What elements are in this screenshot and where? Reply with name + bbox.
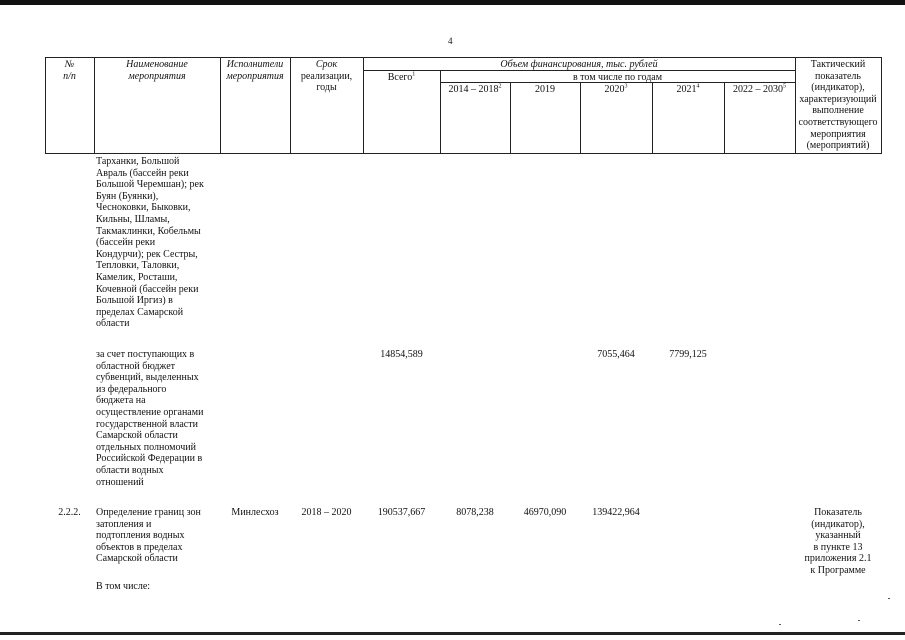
subsidy-text: за счет поступающих в областной бюджет субвенций, выделенных из федерального бюджета на осуществление органами государственной власти Самарской области отдельных полномочий Российской Федерации в области водных отношений [96, 349, 204, 488]
header-executor: Исполнители мероприятия [226, 59, 284, 82]
header-year-2014-2018: 2014 – 2018$^2$ [448, 83, 502, 95]
item-text: Определение границ зон затопления и подтопления водных объектов в пределах Самарской области [96, 507, 201, 565]
header-term: Срок реализации, годы [300, 59, 353, 94]
subsidy-2021: 7799,125 [669, 349, 707, 360]
header-total: Всего$^1$ [387, 71, 416, 83]
item-indicator: Показатель (индикатор), указанный в пункте 13 приложения 2.1 к Программе [804, 507, 872, 576]
header-year-2019: 2019 [535, 84, 555, 95]
scan-speck [779, 624, 781, 625]
bottom-border [0, 632, 905, 635]
header-years-group: в том числе по годам [572, 72, 663, 83]
header-year-2022-2030: 2022 – 2030$^5$ [733, 83, 786, 95]
item-number: 2.2.2. [58, 507, 81, 518]
including-label: В том числе: [96, 581, 151, 592]
item-2020: 139422,964 [592, 507, 640, 518]
header-year-2021: 2021$^4$ [676, 83, 700, 95]
item-2014-2018: 8078,238 [456, 507, 494, 518]
header-year-2020: 2020$^3$ [604, 83, 628, 95]
item-2019: 46970,090 [523, 507, 567, 518]
page-number: 4 [448, 36, 453, 46]
scan-speck [858, 620, 860, 621]
continuation-text: Тарханки, Большой Авраль (бассейн реки Большой Черемшан); рек Буян (Буянки), Чесноковки, Быковки, Кильны, Шламы, Такмаклинки, Кобельмы (бассейн реки Кондурчи); рек Сестры, Тепловки, Таловки, Камелик, Росташи, Кочевной (бассейн реки Большой Иргиз) в пределах Самарской области [96, 156, 204, 330]
header-name: Наименование мероприятия [126, 59, 188, 82]
header-number: № п/п [63, 59, 76, 82]
header-indicator: Тактический показатель (индикатор), характеризующий выполнение соответствующего мероприятия (мероприятий) [798, 59, 878, 152]
subsidy-total: 14854,589 [380, 349, 423, 360]
top-border [0, 0, 905, 5]
item-total: 190537,667 [377, 507, 426, 518]
item-executor: Минлесхоз [231, 507, 279, 518]
subsidy-2020: 7055,464 [597, 349, 635, 360]
item-term: 2018 – 2020 [301, 507, 352, 518]
header-funding: Объем финансирования, тыс. рублей [500, 59, 658, 70]
scan-speck [888, 598, 890, 599]
